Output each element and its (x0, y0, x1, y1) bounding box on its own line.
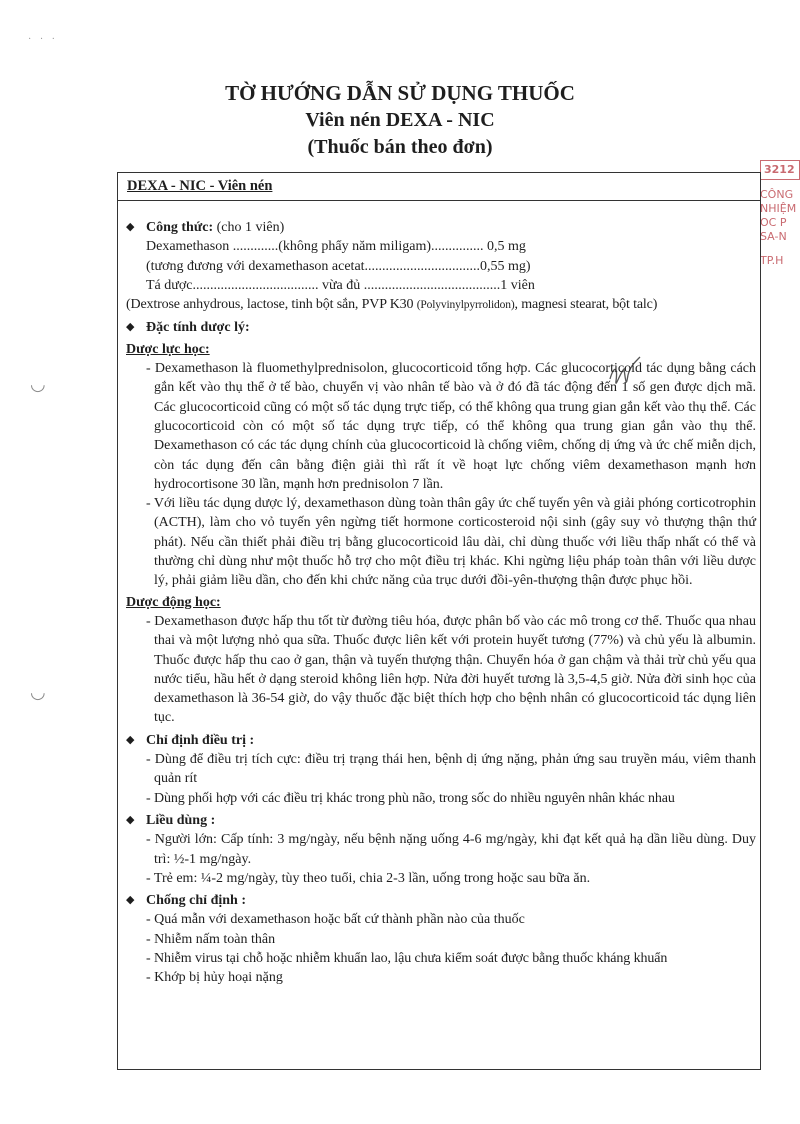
diamond-bullet-icon: ◆ (126, 221, 135, 233)
list-item: - Trẻ em: ¼-2 mg/ngày, tùy theo tuổi, chia 2-3 lần, uống trong hoặc sau bữa ăn. (146, 870, 591, 886)
subsection-pharmacokinetics: Dược động học: (126, 594, 221, 610)
stamp-line: SA-N (760, 230, 787, 243)
product-name: Viên nén DEXA - NIC (305, 109, 495, 131)
punch-hole-mark-bottom: ◡ (30, 682, 46, 703)
diamond-bullet-icon: ◆ (126, 321, 135, 334)
subsection-pharmacodynamics: Dược lực học: (126, 341, 210, 357)
stamp-line: OC P (760, 216, 787, 229)
diamond-bullet-icon: ◆ (126, 813, 135, 826)
box-header (118, 173, 760, 201)
stamp-number: 3212 (760, 160, 800, 180)
excipients-list: (Dextrose anhydrous, lactose, tinh bột sắn, PVP K30 (Polyvinylpyrrolidon), magnesi stearat, bột talc) (126, 297, 658, 313)
section-formula (126, 218, 756, 237)
diamond-bullet-icon: ◆ (126, 894, 135, 907)
formula-line-excipient: Tá dược.................................... vừa đủ .......................................1 viên (146, 277, 535, 293)
list-item: - Người lớn: Cấp tính: 3 mg/ngày, nếu bệnh nặng uống 4-6 mg/ngày, khi đạt kết quả hạ dần liều dùng. Duy trì: ½-1 mg/ngày. (146, 832, 756, 867)
section-heading: Chỉ định điều trị : (146, 732, 255, 748)
list-item: - Dexamethason là fluomethylprednisolon, glucocorticoid tổng hợp. Các glucocorticoid tác dụng bằng cách gắn kết vào thụ thể ở tế bào, chuyển vị vào nhân tế bào và ở đó đã tác động đến 1 số gen được dịch mã. Các glucocorticoid cũng có một số tác dụng trực tiếp, có thể không qua trung gian gắn kết vào thụ thể. Các glucocorticoid còn có một số tác dụng trực tiếp, có thể không qua trung gian gắn vào thụ thể. Dexamethason có các tác dụng chính của glucocorticoid là chống viêm, chống dị ứng và ức chế miễn dịch, còn tác dụng đến cân bằng điện giải thì rất ít về hoạt lực chống viêm dexamethason mạnh hơn hydrocortisone 30 lần, mạnh hơn prednisolon 7 lần. (146, 361, 756, 492)
formula-line-active: Dexamethason .............(không phẩy năm miligam)............... 0,5 mg (146, 239, 526, 255)
prescription-note: (Thuốc bán theo đơn) (307, 136, 493, 158)
document-header (0, 80, 800, 161)
stamp-line: NHIỆM (760, 202, 797, 215)
list-item: - Dexamethason được hấp thu tốt từ đường tiêu hóa, được phân bố vào các mô trong cơ thể. Thuốc qua nhau thai và một lượng nhỏ qua sữa. Thuốc được liên kết với protein huyết tương (77%) và chủ yếu là albumin. Thuốc được hấp thu cao ở gan, thận và tuyến thượng thận. Chuyển hóa ở gan chậm và thải trừ chủ yếu qua nước tiểu, hầu hết ở dạng steroid không liên hợp. Nửa đời huyết tương là 3,5-4,5 giờ. Nửa đời sinh học của dexamethason là 36-54 giờ, do vậy thuốc đặc biệt thích hợp cho bệnh nhân có glucocorticoid tác dụng liên tục. (146, 613, 756, 726)
section-heading-note: (cho 1 viên) (216, 220, 285, 235)
section-heading: Công thức: (146, 220, 214, 235)
stamp-line: CÔNG (760, 188, 794, 201)
box-title: DEXA - NIC - Viên nén (127, 178, 273, 194)
section-pharmacology (126, 318, 756, 337)
leaflet-box (117, 172, 761, 1070)
stamp-line: TP.H (760, 254, 784, 267)
list-item: - Với liều tác dụng dược lý, dexamethason dùng toàn thân gây ức chế tuyến yên và giải phóng corticotrophin (ACTH), làm cho vỏ tuyến yên ngừng tiết hormone corticosteroid nội sinh (gây suy vỏ thượng thận thứ phát). Nếu cần thiết phải điều trị bằng glucocorticoid lâu dài, chỉ dùng thuốc với liều thấp nhất có thể và thường chỉ dùng như một thuốc hỗ trợ cho một điều trị khác. Khi ngừng liệu pháp toàn thân với liều dược lý, phải giảm liều dần, cho đến khi chức năng của trục dưới đồi-yên-thượng thận được phục hồi. (146, 496, 756, 589)
section-heading: Chống chỉ định : (146, 893, 246, 909)
list-item: - Nhiễm virus tại chỗ hoặc nhiễm khuẩn lao, lậu chưa kiểm soát được bằng thuốc kháng khuẩn (146, 950, 668, 966)
section-dosage (126, 811, 756, 830)
list-item: - Quá mẫn với dexamethason hoặc bất cứ thành phần nào của thuốc (146, 912, 525, 928)
list-item: - Khớp bị hủy hoại nặng (146, 970, 283, 986)
list-item: - Dùng phối hợp với các điều trị khác trong phù não, trong sốc do nhiều nguyên nhân khác nhau (146, 790, 675, 806)
document-title: TỜ HƯỚNG DẪN SỬ DỤNG THUỐC (225, 81, 575, 105)
section-heading: Liều dùng : (146, 812, 216, 828)
leaflet-content (126, 215, 756, 988)
list-item: - Dùng để điều trị tích cực: điều trị trạng thái hen, bệnh dị ứng nặng, phản ứng sau truyền máu, viêm thanh quản rít (146, 752, 756, 787)
section-contraindications (126, 891, 756, 910)
scan-speckles: · · · (28, 34, 58, 45)
red-stamp-edge (760, 160, 800, 300)
diamond-bullet-icon: ◆ (126, 733, 135, 746)
punch-hole-mark-top: ◡ (30, 374, 46, 395)
formula-line-equivalent: (tương đương với dexamethason acetat.................................0,55 mg) (146, 258, 531, 274)
section-heading: Đặc tính dược lý: (146, 320, 250, 336)
list-item: - Nhiễm nấm toàn thân (146, 931, 276, 947)
section-indications (126, 731, 756, 750)
